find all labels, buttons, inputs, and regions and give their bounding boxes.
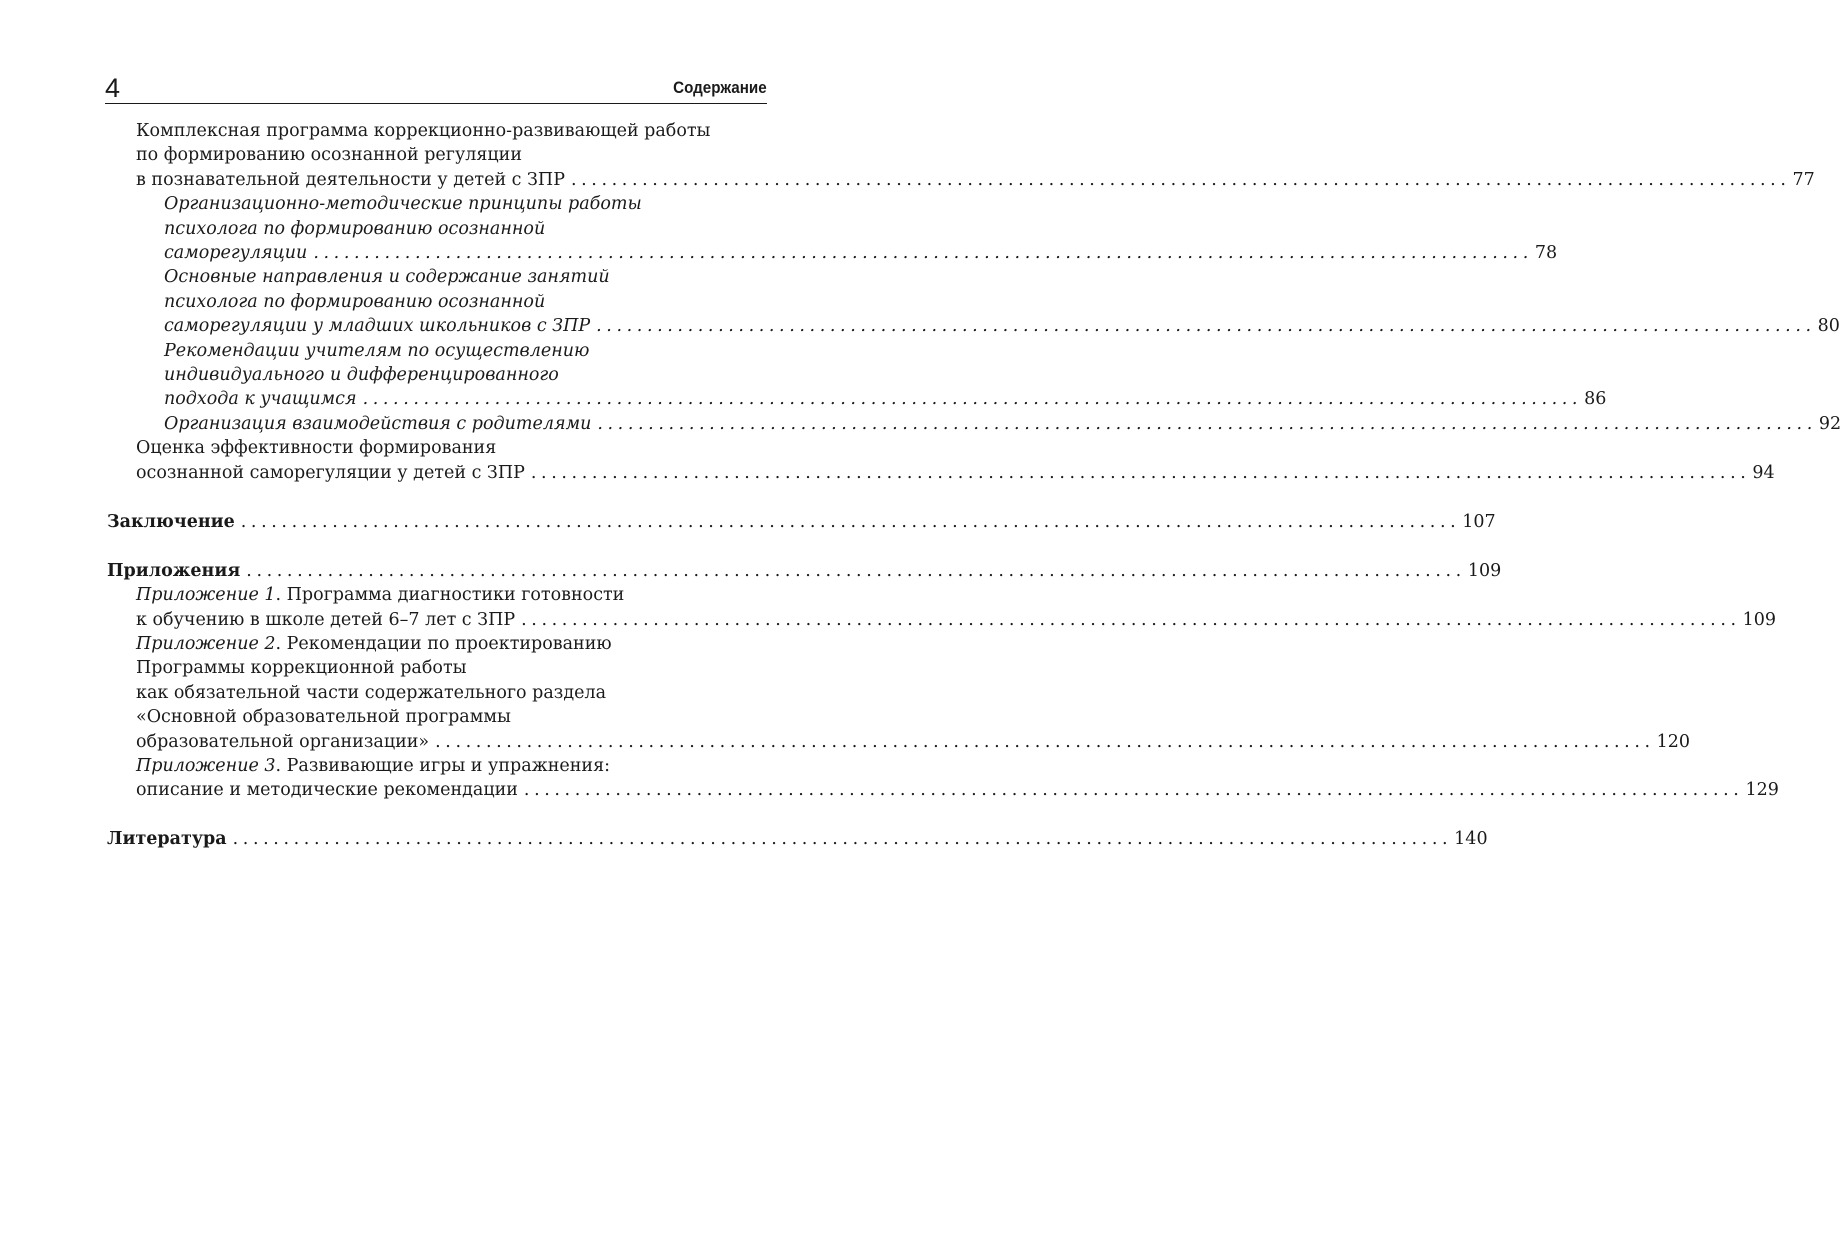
toc-text: как обязательной части содержательного раздела bbox=[136, 682, 606, 703]
toc-page-number: 77 bbox=[1792, 169, 1815, 190]
toc-appendix-label: Приложение 3 bbox=[136, 755, 276, 776]
toc-page-number: 107 bbox=[1462, 511, 1496, 532]
table-of-contents bbox=[107, 119, 1841, 852]
toc-entry-appendices[interactable] bbox=[107, 559, 1502, 583]
header-rule bbox=[105, 103, 767, 104]
toc-line bbox=[136, 168, 1815, 192]
toc-line bbox=[164, 412, 1841, 436]
toc-page-number: 129 bbox=[1745, 780, 1779, 801]
toc-text: психолога по формированию осознанной bbox=[164, 291, 546, 312]
toc-line bbox=[136, 705, 765, 729]
toc-entry-appendix-1[interactable] bbox=[107, 583, 1777, 632]
toc-entry-organizational-principles[interactable] bbox=[107, 192, 1558, 265]
toc-text: . Программа диагностики готовности bbox=[275, 585, 625, 606]
toc-leader-dots: ........................................................................................................................ bbox=[521, 609, 1741, 630]
toc-page-number: 80 bbox=[1817, 316, 1840, 337]
toc-text: по формированию осознанной регуляции bbox=[136, 145, 522, 166]
toc-text: к обучению в школе детей 6–7 лет с ЗПР bbox=[136, 609, 516, 630]
toc-leader-dots: ........................................................................................................................ bbox=[523, 780, 1744, 801]
toc-text: Заключение bbox=[107, 511, 235, 532]
toc-page-number: 78 bbox=[1534, 243, 1558, 264]
toc-page-number: 94 bbox=[1752, 462, 1775, 483]
toc-entry-comprehensive-program[interactable] bbox=[107, 119, 1815, 192]
toc-leader-dots: ........................................................................................................................ bbox=[313, 243, 1533, 264]
toc-entry-main-directions[interactable] bbox=[107, 265, 1840, 338]
toc-text: индивидуального и дифференцированного bbox=[164, 365, 559, 386]
toc-leader-dots: ........................................................................................................................ bbox=[435, 731, 1655, 752]
toc-text: в познавательной деятельности у детей с ЗПР bbox=[136, 169, 565, 190]
toc-appendix-label: Приложение 2 bbox=[136, 633, 276, 654]
toc-line bbox=[107, 827, 1488, 851]
toc-line bbox=[164, 314, 1840, 338]
toc-text: . Развивающие игры и упражнения: bbox=[275, 755, 611, 776]
toc-text: Основные направления и содержание занятий bbox=[164, 267, 610, 288]
toc-entry-parent-interaction[interactable] bbox=[107, 412, 1841, 436]
toc-line bbox=[136, 436, 765, 460]
toc-text: Литература bbox=[107, 829, 227, 850]
toc-line bbox=[164, 290, 765, 314]
toc-text: Рекомендации учителям по осуществлению bbox=[164, 340, 590, 361]
toc-line bbox=[164, 241, 1558, 265]
toc-line bbox=[136, 119, 765, 143]
toc-leader-dots: ........................................................................................................................ bbox=[597, 413, 1817, 434]
toc-page-number: 86 bbox=[1584, 389, 1607, 410]
toc-page-number: 109 bbox=[1467, 560, 1502, 581]
toc-entry-conclusion[interactable] bbox=[107, 510, 1496, 534]
page-number: 4 bbox=[105, 73, 121, 103]
toc-spacer bbox=[107, 485, 765, 510]
toc-line bbox=[136, 754, 765, 778]
running-head-title: Содержание bbox=[673, 79, 767, 97]
toc-entry-appendix-3[interactable] bbox=[107, 754, 1779, 803]
toc-text: саморегуляции у младших школьников с ЗПР bbox=[164, 316, 591, 337]
toc-entry-teacher-recommendations[interactable] bbox=[107, 339, 1607, 412]
toc-line bbox=[136, 461, 1775, 485]
toc-text: Оценка эффективности формирования bbox=[136, 438, 497, 459]
toc-text: Комплексная программа коррекционно-развивающей работы bbox=[136, 121, 711, 141]
toc-entry-literature[interactable] bbox=[107, 827, 1488, 851]
toc-spacer bbox=[107, 803, 765, 828]
toc-line bbox=[136, 730, 1691, 754]
toc-text: саморегуляции bbox=[164, 243, 308, 264]
toc-line bbox=[164, 192, 765, 216]
toc-line bbox=[136, 778, 1779, 802]
toc-text: образовательной организации» bbox=[136, 731, 430, 752]
toc-text: Организационно-методические принципы работы bbox=[164, 194, 642, 215]
toc-appendix-label: Приложение 1 bbox=[136, 585, 276, 606]
toc-leader-dots: ........................................................................................................................ bbox=[530, 462, 1751, 483]
toc-leader-dots: ........................................................................................................................ bbox=[240, 511, 1461, 532]
toc-line bbox=[136, 143, 765, 167]
toc-entry-appendix-2[interactable] bbox=[107, 632, 1691, 754]
toc-page-number: 120 bbox=[1656, 731, 1691, 752]
toc-leader-dots: ........................................................................................................................ bbox=[246, 560, 1466, 581]
toc-line bbox=[164, 217, 765, 241]
toc-leader-dots: ........................................................................................................................ bbox=[232, 829, 1453, 850]
toc-text: Организация взаимодействия с родителями bbox=[164, 413, 592, 434]
toc-text: . Рекомендации по проектированию bbox=[275, 633, 612, 654]
toc-text: описание и методические рекомендации bbox=[136, 780, 518, 801]
toc-text: «Основной образовательной программы bbox=[136, 707, 511, 728]
toc-line bbox=[136, 681, 765, 705]
toc-spacer bbox=[107, 534, 765, 559]
toc-leader-dots: ........................................................................................................................ bbox=[362, 389, 1583, 410]
toc-line bbox=[107, 510, 1496, 534]
toc-line bbox=[164, 265, 765, 289]
toc-page-number: 109 bbox=[1742, 609, 1777, 630]
toc-text: Программы коррекционной работы bbox=[136, 658, 467, 679]
toc-line bbox=[136, 583, 765, 607]
toc-leader-dots: ........................................................................................................................ bbox=[570, 169, 1791, 190]
toc-leader-dots: ........................................................................................................................ bbox=[596, 316, 1816, 337]
toc-line bbox=[164, 363, 765, 387]
toc-text: Приложения bbox=[107, 560, 241, 581]
toc-text: осознанной саморегуляции у детей с ЗПР bbox=[136, 462, 525, 483]
toc-line bbox=[164, 387, 1607, 411]
toc-line bbox=[136, 656, 765, 680]
toc-text: психолога по формированию осознанной bbox=[164, 218, 546, 239]
toc-page-number: 140 bbox=[1454, 829, 1488, 850]
toc-line bbox=[164, 339, 765, 363]
toc-line bbox=[136, 608, 1777, 632]
toc-entry-effectiveness-evaluation[interactable] bbox=[107, 436, 1775, 485]
toc-text: подхода к учащимся bbox=[164, 389, 357, 410]
toc-page-number: 92 bbox=[1818, 413, 1841, 434]
toc-line bbox=[107, 559, 1502, 583]
toc-line bbox=[136, 632, 765, 656]
